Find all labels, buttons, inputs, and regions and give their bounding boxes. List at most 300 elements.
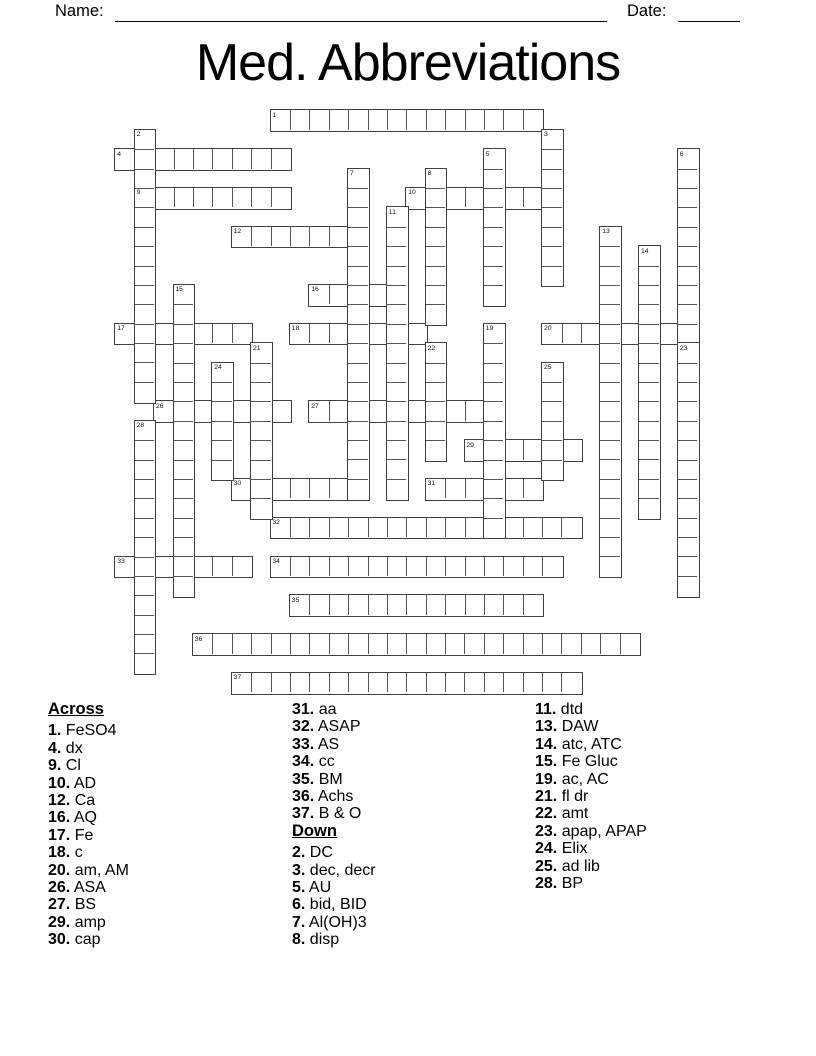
- grid-cell[interactable]: [426, 110, 445, 129]
- grid-cell[interactable]: [600, 401, 619, 420]
- grid-cell[interactable]: [523, 673, 542, 692]
- grid-cell[interactable]: [484, 479, 503, 498]
- grid-cell[interactable]: [678, 421, 697, 440]
- grid-cell[interactable]: [193, 634, 212, 653]
- grid-cell[interactable]: [212, 440, 231, 459]
- grid-cell[interactable]: [135, 227, 154, 246]
- grid-cell[interactable]: [600, 363, 619, 382]
- grid-cell[interactable]: [542, 227, 561, 246]
- grid-cell[interactable]: [600, 537, 619, 556]
- grid-cell[interactable]: [484, 634, 503, 653]
- grid-cell[interactable]: [348, 266, 367, 285]
- grid-cell[interactable]: [678, 382, 697, 401]
- grid-cell[interactable]: [309, 324, 328, 343]
- grid-cell[interactable]: [329, 285, 348, 304]
- grid-cell[interactable]: [193, 149, 212, 168]
- grid-cell[interactable]: [678, 207, 697, 226]
- grid-cell[interactable]: [678, 149, 697, 168]
- grid-cell[interactable]: [600, 518, 619, 537]
- grid-cell[interactable]: [542, 673, 561, 692]
- grid-cell[interactable]: [348, 459, 367, 478]
- grid-cell[interactable]: [600, 227, 619, 246]
- grid-cell[interactable]: [290, 227, 309, 246]
- grid-cell[interactable]: [271, 673, 290, 692]
- grid-cell[interactable]: [309, 110, 328, 129]
- grid-cell[interactable]: [387, 227, 406, 246]
- grid-cell[interactable]: [678, 285, 697, 304]
- grid-cell[interactable]: [135, 615, 154, 634]
- grid-cell[interactable]: [232, 149, 251, 168]
- grid-cell[interactable]: [368, 557, 387, 576]
- grid-cell[interactable]: [581, 324, 600, 343]
- grid-cell[interactable]: [368, 518, 387, 537]
- grid-cell[interactable]: [600, 382, 619, 401]
- grid-cell[interactable]: [387, 518, 406, 537]
- grid-cell[interactable]: [387, 673, 406, 692]
- grid-cell[interactable]: [290, 324, 309, 343]
- grid-cell[interactable]: [542, 324, 561, 343]
- grid-cell[interactable]: [387, 421, 406, 440]
- grid-cell[interactable]: [406, 634, 425, 653]
- grid-cell[interactable]: [678, 537, 697, 556]
- grid-cell[interactable]: [368, 401, 387, 420]
- grid-cell[interactable]: [523, 479, 542, 498]
- grid-cell[interactable]: [212, 557, 231, 576]
- grid-cell[interactable]: [484, 285, 503, 304]
- grid-cell[interactable]: [271, 149, 290, 168]
- grid-cell[interactable]: [387, 324, 406, 343]
- grid-cell[interactable]: [135, 421, 154, 440]
- grid-cell[interactable]: [212, 188, 231, 207]
- grid-cell[interactable]: [484, 518, 503, 537]
- grid-cell[interactable]: [251, 149, 270, 168]
- grid-cell[interactable]: [639, 285, 658, 304]
- grid-cell[interactable]: [135, 460, 154, 479]
- grid-cell[interactable]: [154, 324, 173, 343]
- grid-cell[interactable]: [542, 382, 561, 401]
- grid-cell[interactable]: [484, 207, 503, 226]
- grid-cell[interactable]: [678, 498, 697, 517]
- grid-cell[interactable]: [426, 207, 445, 226]
- grid-cell[interactable]: [115, 149, 134, 168]
- grid-cell[interactable]: [348, 595, 367, 614]
- grid-cell[interactable]: [542, 266, 561, 285]
- grid-cell[interactable]: [387, 266, 406, 285]
- grid-cell[interactable]: [484, 673, 503, 692]
- grid-cell[interactable]: [232, 401, 251, 420]
- grid-cell[interactable]: [581, 634, 600, 653]
- grid-cell[interactable]: [542, 557, 561, 576]
- grid-cell[interactable]: [387, 207, 406, 226]
- grid-cell[interactable]: [174, 421, 193, 440]
- grid-cell[interactable]: [678, 304, 697, 323]
- grid-cell[interactable]: [561, 673, 580, 692]
- grid-cell[interactable]: [639, 382, 658, 401]
- grid-cell[interactable]: [174, 498, 193, 517]
- grid-cell[interactable]: [232, 634, 251, 653]
- grid-cell[interactable]: [212, 421, 231, 440]
- grid-cell[interactable]: [484, 382, 503, 401]
- grid-cell[interactable]: [135, 304, 154, 323]
- grid-cell[interactable]: [271, 518, 290, 537]
- grid-cell[interactable]: [561, 634, 580, 653]
- grid-cell[interactable]: [445, 518, 464, 537]
- grid-cell[interactable]: [600, 556, 619, 575]
- grid-cell[interactable]: [445, 634, 464, 653]
- grid-cell[interactable]: [387, 110, 406, 129]
- grid-cell[interactable]: [406, 518, 425, 537]
- grid-cell[interactable]: [348, 207, 367, 226]
- grid-cell[interactable]: [232, 479, 251, 498]
- grid-cell[interactable]: [387, 285, 406, 304]
- grid-cell[interactable]: [348, 421, 367, 440]
- grid-cell[interactable]: [600, 440, 619, 459]
- grid-cell[interactable]: [309, 557, 328, 576]
- grid-cell[interactable]: [135, 382, 154, 401]
- grid-cell[interactable]: [309, 401, 328, 420]
- grid-cell[interactable]: [309, 595, 328, 614]
- grid-cell[interactable]: [212, 634, 231, 653]
- grid-cell[interactable]: [348, 324, 367, 343]
- grid-cell[interactable]: [465, 110, 484, 129]
- grid-cell[interactable]: [600, 304, 619, 323]
- grid-cell[interactable]: [406, 673, 425, 692]
- grid-cell[interactable]: [678, 188, 697, 207]
- grid-cell[interactable]: [678, 169, 697, 188]
- grid-cell[interactable]: [562, 440, 581, 459]
- grid-cell[interactable]: [503, 595, 522, 614]
- grid-cell[interactable]: [251, 634, 270, 653]
- grid-cell[interactable]: [639, 421, 658, 440]
- grid-cell[interactable]: [154, 557, 173, 576]
- grid-cell[interactable]: [271, 634, 290, 653]
- grid-cell[interactable]: [251, 460, 270, 479]
- grid-cell[interactable]: [309, 634, 328, 653]
- grid-cell[interactable]: [135, 343, 154, 362]
- grid-cell[interactable]: [368, 324, 387, 343]
- grid-cell[interactable]: [174, 479, 193, 498]
- grid-cell[interactable]: [639, 304, 658, 323]
- grid-cell[interactable]: [174, 149, 193, 168]
- grid-cell[interactable]: [426, 169, 445, 188]
- grid-cell[interactable]: [542, 518, 561, 537]
- grid-cell[interactable]: [542, 207, 561, 226]
- grid-cell[interactable]: [484, 557, 503, 576]
- grid-cell[interactable]: [600, 479, 619, 498]
- grid-cell[interactable]: [193, 324, 212, 343]
- grid-cell[interactable]: [445, 595, 464, 614]
- grid-cell[interactable]: [542, 401, 561, 420]
- grid-cell[interactable]: [290, 557, 309, 576]
- grid-cell[interactable]: [542, 169, 561, 188]
- grid-cell[interactable]: [368, 285, 387, 304]
- grid-cell[interactable]: [309, 673, 328, 692]
- grid-cell[interactable]: [426, 595, 445, 614]
- grid-cell[interactable]: [329, 479, 348, 498]
- grid-cell[interactable]: [271, 479, 290, 498]
- grid-cell[interactable]: [465, 518, 484, 537]
- grid-cell[interactable]: [135, 557, 154, 576]
- grid-cell[interactable]: [251, 382, 270, 401]
- grid-cell[interactable]: [135, 518, 154, 537]
- grid-cell[interactable]: [115, 324, 134, 343]
- grid-cell[interactable]: [406, 110, 425, 129]
- grid-cell[interactable]: [503, 479, 522, 498]
- grid-cell[interactable]: [426, 440, 445, 459]
- grid-cell[interactable]: [232, 227, 251, 246]
- grid-cell[interactable]: [368, 673, 387, 692]
- grid-cell[interactable]: [329, 634, 348, 653]
- grid-cell[interactable]: [135, 440, 154, 459]
- grid-cell[interactable]: [387, 382, 406, 401]
- grid-cell[interactable]: [251, 188, 270, 207]
- grid-cell[interactable]: [523, 557, 542, 576]
- grid-cell[interactable]: [639, 266, 658, 285]
- grid-cell[interactable]: [484, 595, 503, 614]
- grid-cell[interactable]: [620, 634, 639, 653]
- grid-cell[interactable]: [426, 188, 445, 207]
- grid-cell[interactable]: [232, 673, 251, 692]
- grid-cell[interactable]: [232, 324, 251, 343]
- grid-cell[interactable]: [387, 363, 406, 382]
- grid-cell[interactable]: [445, 479, 464, 498]
- grid-cell[interactable]: [678, 266, 697, 285]
- grid-cell[interactable]: [639, 459, 658, 478]
- grid-cell[interactable]: [484, 498, 503, 517]
- grid-cell[interactable]: [212, 401, 231, 420]
- grid-cell[interactable]: [523, 188, 542, 207]
- grid-cell[interactable]: [465, 557, 484, 576]
- grid-cell[interactable]: [368, 634, 387, 653]
- grid-cell[interactable]: [600, 343, 619, 362]
- grid-cell[interactable]: [271, 110, 290, 129]
- grid-cell[interactable]: [542, 440, 561, 459]
- grid-cell[interactable]: [426, 227, 445, 246]
- grid-cell[interactable]: [135, 266, 154, 285]
- grid-cell[interactable]: [620, 324, 639, 343]
- grid-cell[interactable]: [251, 401, 270, 420]
- grid-cell[interactable]: [387, 401, 406, 420]
- grid-cell[interactable]: [271, 557, 290, 576]
- grid-cell[interactable]: [465, 595, 484, 614]
- grid-cell[interactable]: [135, 188, 154, 207]
- grid-cell[interactable]: [329, 401, 348, 420]
- grid-cell[interactable]: [348, 673, 367, 692]
- grid-cell[interactable]: [348, 363, 367, 382]
- grid-cell[interactable]: [232, 557, 251, 576]
- grid-cell[interactable]: [600, 421, 619, 440]
- grid-cell[interactable]: [465, 188, 484, 207]
- grid-cell[interactable]: [154, 188, 173, 207]
- grid-cell[interactable]: [174, 382, 193, 401]
- grid-cell[interactable]: [406, 324, 425, 343]
- grid-cell[interactable]: [426, 382, 445, 401]
- grid-cell[interactable]: [348, 304, 367, 323]
- grid-cell[interactable]: [368, 595, 387, 614]
- grid-cell[interactable]: [445, 557, 464, 576]
- grid-cell[interactable]: [639, 363, 658, 382]
- grid-cell[interactable]: [348, 518, 367, 537]
- grid-cell[interactable]: [135, 479, 154, 498]
- grid-cell[interactable]: [251, 440, 270, 459]
- grid-cell[interactable]: [348, 382, 367, 401]
- grid-cell[interactable]: [523, 110, 542, 129]
- grid-cell[interactable]: [542, 188, 561, 207]
- grid-cell[interactable]: [600, 324, 619, 343]
- grid-cell[interactable]: [426, 363, 445, 382]
- grid-cell[interactable]: [659, 324, 678, 343]
- grid-cell[interactable]: [484, 266, 503, 285]
- grid-cell[interactable]: [387, 459, 406, 478]
- grid-cell[interactable]: [135, 246, 154, 265]
- grid-cell[interactable]: [678, 401, 697, 420]
- grid-cell[interactable]: [678, 556, 697, 575]
- grid-cell[interactable]: [639, 343, 658, 362]
- grid-cell[interactable]: [135, 498, 154, 517]
- grid-cell[interactable]: [329, 557, 348, 576]
- grid-cell[interactable]: [484, 169, 503, 188]
- grid-cell[interactable]: [348, 343, 367, 362]
- grid-cell[interactable]: [115, 557, 134, 576]
- grid-cell[interactable]: [465, 440, 484, 459]
- grid-cell[interactable]: [174, 576, 193, 595]
- grid-cell[interactable]: [154, 149, 173, 168]
- grid-cell[interactable]: [542, 149, 561, 168]
- grid-cell[interactable]: [600, 285, 619, 304]
- grid-cell[interactable]: [503, 188, 522, 207]
- grid-cell[interactable]: [348, 169, 367, 188]
- grid-cell[interactable]: [484, 324, 503, 343]
- grid-cell[interactable]: [600, 246, 619, 265]
- grid-cell[interactable]: [445, 673, 464, 692]
- grid-cell[interactable]: [329, 324, 348, 343]
- grid-cell[interactable]: [212, 149, 231, 168]
- grid-cell[interactable]: [503, 634, 522, 653]
- grid-cell[interactable]: [600, 498, 619, 517]
- grid-cell[interactable]: [484, 188, 503, 207]
- grid-cell[interactable]: [135, 537, 154, 556]
- grid-cell[interactable]: [251, 421, 270, 440]
- grid-cell[interactable]: [271, 188, 290, 207]
- grid-cell[interactable]: [406, 188, 425, 207]
- grid-cell[interactable]: [174, 401, 193, 420]
- grid-cell[interactable]: [406, 557, 425, 576]
- grid-cell[interactable]: [426, 266, 445, 285]
- grid-cell[interactable]: [290, 110, 309, 129]
- grid-cell[interactable]: [387, 246, 406, 265]
- grid-cell[interactable]: [465, 401, 484, 420]
- grid-cell[interactable]: [678, 440, 697, 459]
- grid-cell[interactable]: [329, 110, 348, 129]
- grid-cell[interactable]: [135, 207, 154, 226]
- grid-cell[interactable]: [348, 634, 367, 653]
- grid-cell[interactable]: [678, 363, 697, 382]
- grid-cell[interactable]: [135, 653, 154, 672]
- grid-cell[interactable]: [426, 401, 445, 420]
- grid-cell[interactable]: [426, 304, 445, 323]
- grid-cell[interactable]: [135, 634, 154, 653]
- grid-cell[interactable]: [484, 363, 503, 382]
- grid-cell[interactable]: [639, 479, 658, 498]
- grid-cell[interactable]: [542, 460, 561, 479]
- grid-cell[interactable]: [678, 460, 697, 479]
- grid-cell[interactable]: [251, 227, 270, 246]
- grid-cell[interactable]: [503, 557, 522, 576]
- grid-cell[interactable]: [523, 440, 542, 459]
- grid-cell[interactable]: [290, 595, 309, 614]
- grid-cell[interactable]: [542, 634, 561, 653]
- grid-cell[interactable]: [348, 227, 367, 246]
- grid-cell[interactable]: [251, 479, 270, 498]
- grid-cell[interactable]: [309, 518, 328, 537]
- grid-cell[interactable]: [426, 246, 445, 265]
- grid-cell[interactable]: [290, 518, 309, 537]
- grid-cell[interactable]: [562, 324, 581, 343]
- grid-cell[interactable]: [484, 227, 503, 246]
- grid-cell[interactable]: [271, 401, 290, 420]
- grid-cell[interactable]: [484, 421, 503, 440]
- grid-cell[interactable]: [387, 595, 406, 614]
- grid-cell[interactable]: [290, 479, 309, 498]
- grid-cell[interactable]: [329, 518, 348, 537]
- grid-cell[interactable]: [387, 440, 406, 459]
- grid-cell[interactable]: [135, 576, 154, 595]
- grid-cell[interactable]: [445, 110, 464, 129]
- grid-cell[interactable]: [135, 285, 154, 304]
- grid-cell[interactable]: [174, 556, 193, 575]
- grid-cell[interactable]: [600, 634, 619, 653]
- grid-cell[interactable]: [503, 673, 522, 692]
- grid-cell[interactable]: [329, 227, 348, 246]
- grid-cell[interactable]: [465, 479, 484, 498]
- grid-cell[interactable]: [426, 634, 445, 653]
- grid-cell[interactable]: [678, 246, 697, 265]
- grid-cell[interactable]: [639, 498, 658, 517]
- grid-cell[interactable]: [348, 401, 367, 420]
- grid-cell[interactable]: [251, 673, 270, 692]
- grid-cell[interactable]: [639, 401, 658, 420]
- grid-cell[interactable]: [329, 673, 348, 692]
- grid-cell[interactable]: [174, 324, 193, 343]
- grid-cell[interactable]: [290, 673, 309, 692]
- grid-cell[interactable]: [212, 382, 231, 401]
- grid-cell[interactable]: [193, 401, 212, 420]
- grid-cell[interactable]: [387, 343, 406, 362]
- grid-cell[interactable]: [426, 421, 445, 440]
- grid-cell[interactable]: [135, 362, 154, 381]
- grid-cell[interactable]: [523, 518, 542, 537]
- grid-cell[interactable]: [484, 343, 503, 362]
- grid-cell[interactable]: [678, 227, 697, 246]
- grid-cell[interactable]: [600, 266, 619, 285]
- grid-cell[interactable]: [290, 634, 309, 653]
- grid-cell[interactable]: [348, 285, 367, 304]
- grid-cell[interactable]: [174, 343, 193, 362]
- grid-cell[interactable]: [174, 518, 193, 537]
- grid-cell[interactable]: [174, 460, 193, 479]
- grid-cell[interactable]: [542, 421, 561, 440]
- grid-cell[interactable]: [251, 363, 270, 382]
- grid-cell[interactable]: [542, 363, 561, 382]
- grid-cell[interactable]: [251, 343, 270, 362]
- grid-cell[interactable]: [406, 595, 425, 614]
- grid-cell[interactable]: [464, 673, 483, 692]
- grid-cell[interactable]: [523, 595, 542, 614]
- grid-cell[interactable]: [426, 285, 445, 304]
- grid-cell[interactable]: [484, 460, 503, 479]
- grid-cell[interactable]: [309, 285, 328, 304]
- grid-cell[interactable]: [174, 440, 193, 459]
